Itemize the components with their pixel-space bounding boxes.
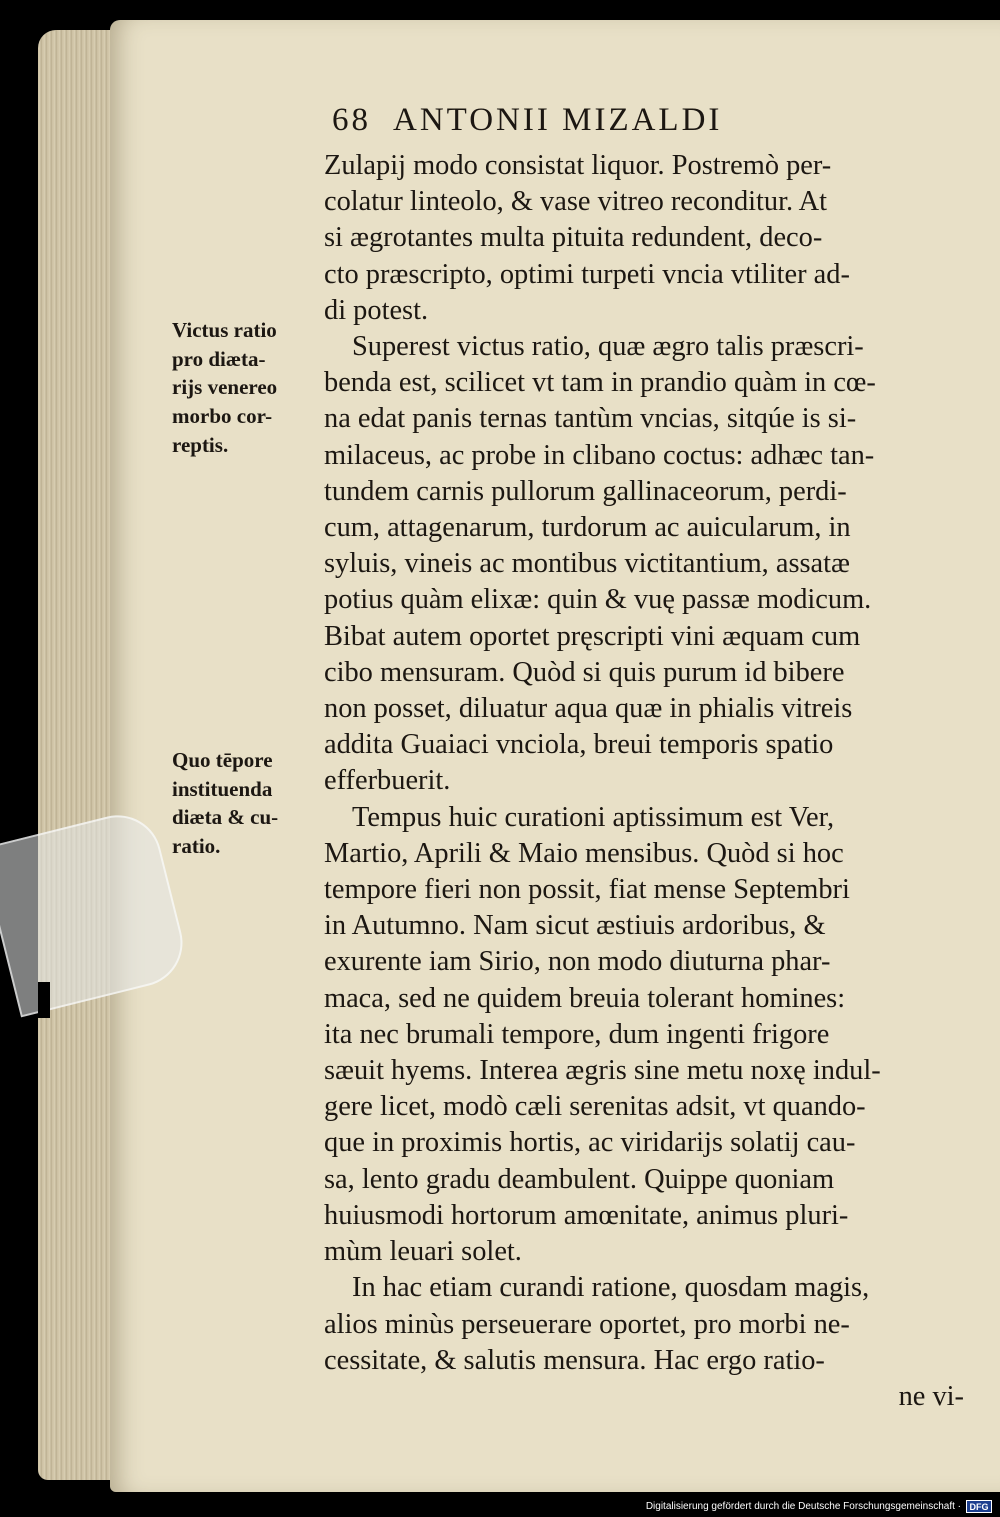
page-number: 68	[332, 102, 371, 138]
dfg-logo-icon	[966, 1500, 992, 1513]
catchword: ne vi-	[898, 1380, 964, 1412]
text-line: efferbuerit.	[324, 765, 451, 797]
text-line: colatur linteolo, & vase vitreo reconditur. At	[324, 186, 828, 218]
digitization-footer	[646, 1500, 992, 1513]
text-line: huiusmodi hortorum amœnitate, animus pluri-	[324, 1199, 849, 1231]
marginal-note-line: diæta & cu-	[172, 805, 279, 830]
text-line: Zulapij modo consistat liquor. Postremò per-	[324, 150, 832, 181]
text-line: milaceus, ac probe in clibano coctus: adhæc tan-	[324, 439, 875, 471]
dfg-logo-text: DFG	[969, 1502, 989, 1512]
text-line: benda est, scilicet vt tam in prandio quàm in cœ-	[324, 367, 876, 399]
text-line: mùm leuari solet.	[324, 1236, 522, 1268]
main-text-body	[324, 148, 964, 1415]
text-line: na edat panis ternas tantùm vncias, sitqúe is si-	[324, 403, 857, 435]
text-line: cibo mensuram. Quòd si quis purum id bibere	[324, 656, 845, 688]
text-line: Bibat autem oportet pręscripti vini æquam cum	[324, 620, 861, 652]
running-head	[332, 102, 722, 139]
digitization-credit: Digitalisierung gefördert durch die Deutsche Forschungsgemeinschaft ·	[645, 1501, 961, 1512]
clip-shadow	[38, 982, 50, 1018]
marginal-note-line: reptis.	[172, 432, 229, 457]
marginal-note-line: ratio.	[172, 834, 221, 859]
text-line: si ægrotantes multa pituita redundent, deco-	[324, 222, 823, 254]
text-line: addita Guaiaci vnciola, breui temporis spatio	[324, 729, 834, 761]
text-line: syluis, vineis ac montibus victitantium, assatæ	[324, 548, 850, 580]
marginal-note-line: pro diæta-	[172, 346, 266, 371]
text-line: alios minùs perseuerare oportet, pro morbi ne-	[324, 1308, 850, 1340]
text-line: Martio, Aprili & Maio mensibus. Quòd si hoc	[324, 837, 844, 869]
text-line: Tempus huic curationi aptissimum est Ver,	[352, 801, 835, 833]
text-line: ita nec brumali tempore, dum ingenti frigore	[324, 1018, 830, 1050]
text-line: que in proximis hortis, ac viridarijs solatij cau-	[324, 1127, 856, 1159]
marginal-note-line: rijs venereo	[172, 375, 278, 400]
text-line: di potest.	[324, 294, 429, 326]
text-line: tundem carnis pullorum gallinaceorum, perdi-	[324, 475, 847, 507]
text-line: sa, lento gradu deambulent. Quippe quoniam	[324, 1163, 835, 1195]
text-line: exurente iam Sirio, non modo diuturna phar-	[324, 946, 831, 978]
marginal-note-line: Victus ratio	[172, 318, 277, 342]
text-line: cum, attagenarum, turdorum ac auicularum, in	[324, 512, 851, 544]
marginal-note-line: Quo tēpore	[172, 748, 273, 772]
text-line: cessitate, & salutis mensura. Hac ergo ratio-	[324, 1344, 825, 1376]
text-line: sæuit hyems. Interea ægris sine metu noxę indul-	[324, 1055, 881, 1087]
book-page	[110, 20, 1000, 1492]
running-head-title: ANTONII MIZALDI	[393, 102, 723, 138]
text-line: potius quàm elixæ: quin & vuę passæ modicum.	[324, 584, 872, 616]
text-line: in Autumno. Nam sicut æstiuis ardoribus, &	[324, 910, 826, 942]
marginal-note-victus-ratio	[172, 316, 322, 460]
text-line: non posset, diluatur aqua quæ in phialis vitreis	[324, 693, 853, 725]
text-line: maca, sed ne quidem breuia tolerant homines:	[324, 982, 846, 1014]
marginal-note-line: instituenda	[172, 776, 273, 801]
page-text-block	[110, 20, 1000, 1492]
text-line: gere licet, modò cæli serenitas adsit, vt quando-	[324, 1091, 866, 1123]
text-line: tempore fieri non possit, fiat mense Septembri	[324, 874, 850, 906]
text-line: Superest victus ratio, quæ ægro talis præscri-	[352, 331, 864, 363]
text-line: In hac etiam curandi ratione, quosdam magis,	[352, 1272, 870, 1304]
text-line: cto præscripto, optimi turpeti vncia vtiliter ad-	[324, 258, 850, 290]
marginal-note-quo-tempore	[172, 746, 322, 861]
marginal-note-line: morbo cor-	[172, 404, 273, 429]
